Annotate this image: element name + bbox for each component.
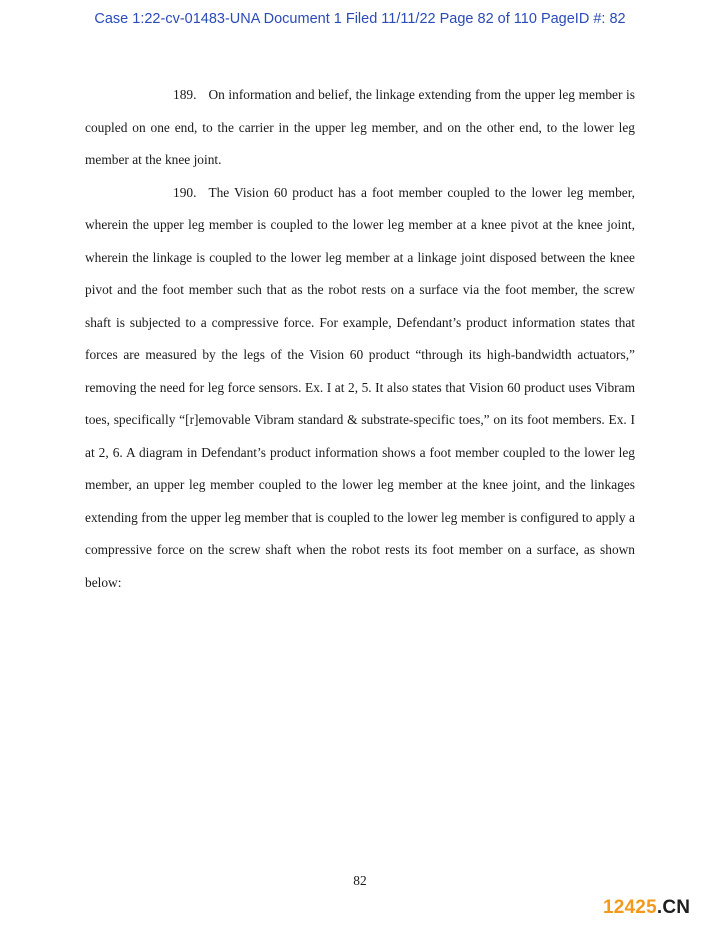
paragraph-text: On information and belief, the linkage extending from the upper leg member is coupled on one end, to the carrier in the upper leg member, and on the other end, to the lower leg member at the knee joint. (85, 87, 635, 167)
document-body (85, 79, 635, 599)
page-number: 82 (353, 873, 367, 888)
watermark-logo (603, 897, 690, 919)
paragraph-189 (85, 79, 635, 177)
paragraph-number: 189. (173, 87, 197, 102)
paragraph-text: The Vision 60 product has a foot member coupled to the lower leg member, wherein the upper leg member is coupled to the lower leg member at a knee pivot at the knee joint, wherein the linkage is coupled to the lower leg member at a linkage joint disposed between the knee pivot and the foot member such that as the robot rests on a surface via the foot member, the screw shaft is subjected to a compressive force. For example, Defendant’s product information states that forces are measured by the legs of the Vision 60 product “through its high-bandwidth actuators,” removing the need for leg force sensors. Ex. I at 2, 5. It also states that Vision 60 product uses Vibram toes, specifically “[r]emovable Vibram standard & substrate-specific toes,” on its foot members. Ex. I at 2, 6. A diagram in Defendant’s product information shows a foot member coupled to the lower leg member, an upper leg member coupled to the lower leg member at the knee joint, and the linkages extending from the upper leg member that is coupled to the lower leg member is configured to apply a compressive force on the screw shaft when the robot rests its foot member on a surface, as shown below: (85, 184, 635, 590)
watermark-domain: .CN (656, 897, 691, 918)
paragraph-190 (85, 177, 635, 600)
case-header: Case 1:22-cv-01483-UNA Document 1 Filed 11/11/22 Page 82 of 110 PageID #: 82 (94, 11, 626, 27)
watermark-number: 12425 (603, 897, 657, 918)
paragraph-number: 190. (173, 184, 197, 200)
